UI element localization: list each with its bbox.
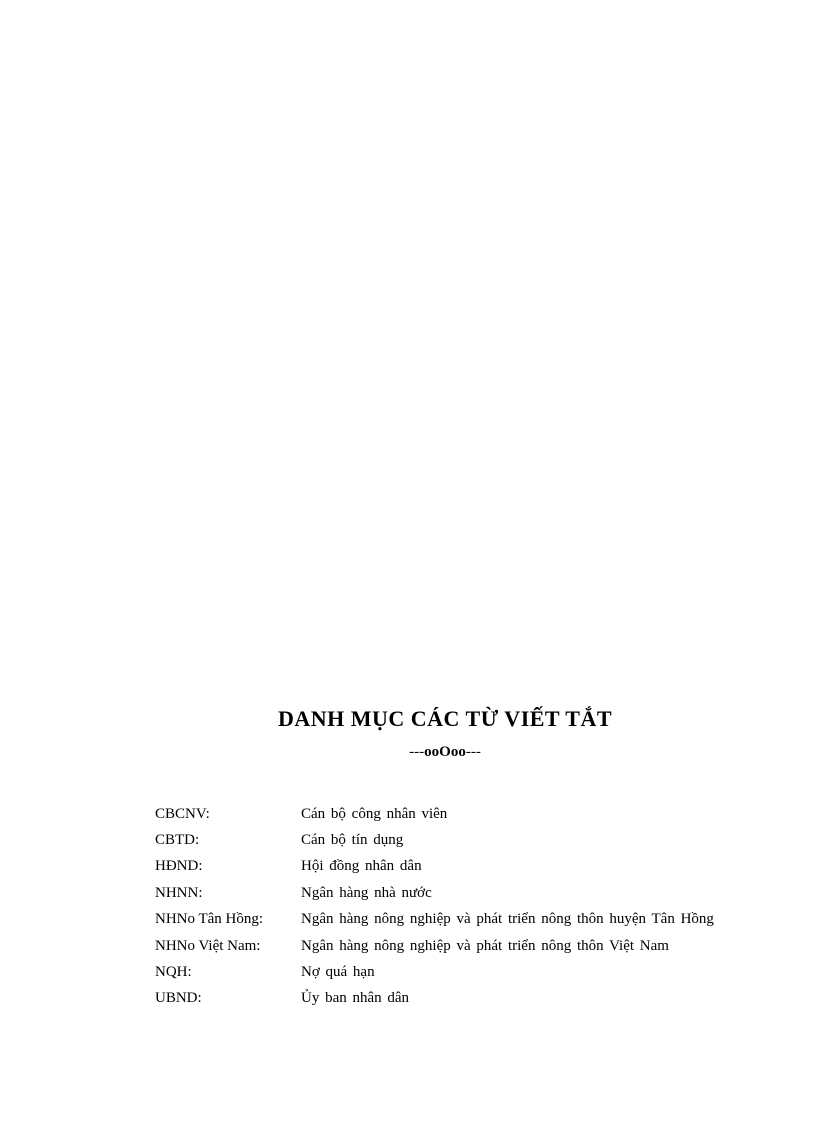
abbreviation-row bbox=[155, 854, 714, 880]
abbreviation-meaning: Cán bộ công nhân viên bbox=[301, 805, 448, 822]
abbreviation-term: CBCNV: bbox=[155, 805, 210, 822]
abbreviation-meaning: Ngân hàng nhà nước bbox=[301, 884, 432, 901]
abbreviation-term: NQH: bbox=[155, 964, 192, 981]
abbreviation-row bbox=[155, 907, 714, 933]
abbreviation-term: CBTD: bbox=[155, 832, 200, 849]
abbreviation-meaning: Ủy ban nhân dân bbox=[301, 990, 410, 1007]
abbreviation-list bbox=[155, 801, 714, 1012]
abbreviation-term: UBND: bbox=[155, 990, 202, 1007]
abbreviation-meaning: Cán bộ tín dụng bbox=[301, 832, 404, 849]
abbreviation-meaning: Nợ quá hạn bbox=[301, 964, 375, 981]
ornament-center: ooOoo bbox=[424, 744, 466, 760]
abbreviation-term: NHNo Tân Hồng: bbox=[155, 911, 264, 928]
abbreviation-row bbox=[155, 880, 714, 906]
abbreviation-term: HĐND: bbox=[155, 858, 203, 875]
abbreviation-row bbox=[155, 801, 714, 827]
abbreviation-meaning: Ngân hàng nông nghiệp và phát triển nông thôn huyện Tân Hồng bbox=[301, 911, 714, 928]
title-ornament bbox=[0, 744, 816, 761]
abbreviation-row bbox=[155, 933, 714, 959]
page-title: DANH MỤC CÁC TỪ VIẾT TẮT bbox=[277, 706, 613, 731]
abbreviation-row bbox=[155, 986, 714, 1012]
ornament-dash-left: --- bbox=[409, 744, 425, 760]
abbreviation-meaning: Hội đồng nhân dân bbox=[301, 858, 422, 875]
abbreviation-row bbox=[155, 827, 714, 853]
ornament-dash-right: --- bbox=[465, 744, 481, 760]
abbreviation-term: NHNo Việt Nam: bbox=[155, 937, 261, 954]
abbreviation-row bbox=[155, 959, 714, 985]
abbreviation-term: NHNN: bbox=[155, 884, 203, 901]
abbreviation-meaning: Ngân hàng nông nghiệp và phát triển nông thôn Việt Nam bbox=[301, 937, 669, 954]
